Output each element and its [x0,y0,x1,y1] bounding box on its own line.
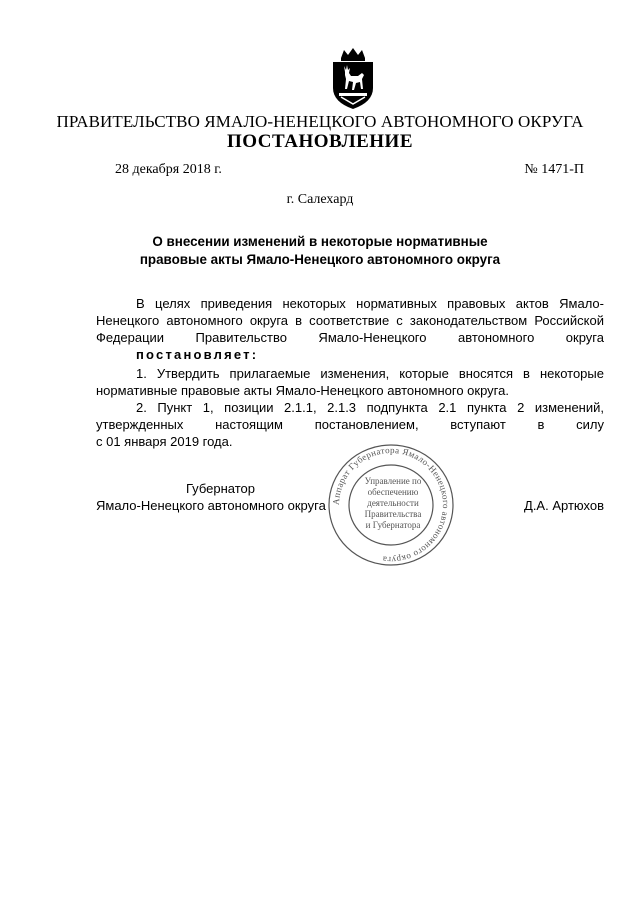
item-2-main: 2. Пункт 1, позиции 2.1.1, 2.1.3 подпункта 2.1 пункта 2 изменений, утвержденных настоящим постановлением, вступают в силу [96,400,604,432]
official-stamp [325,440,457,570]
document-date: 28 декабря 2018 г. [115,162,222,177]
resolves-word: постановляет: [136,347,259,362]
item-1-paragraph: 1. Утвердить прилагаемые изменения, которые вносятся в некоторые нормативные правовые акты Ямало-Ненецкого автономного округа. [96,366,604,398]
subject-line-2: правовые акты Ямало-Ненецкого автономного округа [139,252,501,267]
stamp-inner-line: Правительства [364,509,422,519]
stamp-outer-text: Аппарат Губернатора Ямало-Ненецкого автономного округа [330,444,452,566]
subject-line-1: О внесении изменений в некоторые нормативные [152,234,488,249]
stamp-inner-line: деятельности [367,498,419,508]
stamp-inner-line: и Губернатора [365,520,421,530]
signature-name: Д.А. Артюхов [524,498,604,513]
document-number: № 1471-П [524,162,584,177]
document-type: ПОСТАНОВЛЕНИЕ [226,131,414,152]
stamp-inner-text [365,476,422,530]
government-name: ПРАВИТЕЛЬСТВО ЯМАЛО-НЕНЕЦКОГО АВТОНОМНОГО ОКРУГА [56,112,584,131]
item-2-tail: с 01 января 2019 года. [96,434,233,449]
stamp-inner-line: Управление по [364,476,422,486]
document-subject [0,233,640,269]
signature-title-line-1: Губернатор [186,481,255,496]
preamble-paragraph [96,295,604,363]
coat-of-arms-icon [327,48,379,110]
preamble-text: В целях приведения некоторых нормативных правовых актов Ямало-Ненецкого автономного округа в соответствие с законодательством Российской Федерации Правительство Ямало-Ненецкого автономного округа [96,296,604,345]
signature-title-line-2: Ямало-Ненецкого автономного округа [96,498,326,513]
stamp-inner-line: обеспечению [367,487,419,497]
document-city: г. Салехард [286,192,354,207]
